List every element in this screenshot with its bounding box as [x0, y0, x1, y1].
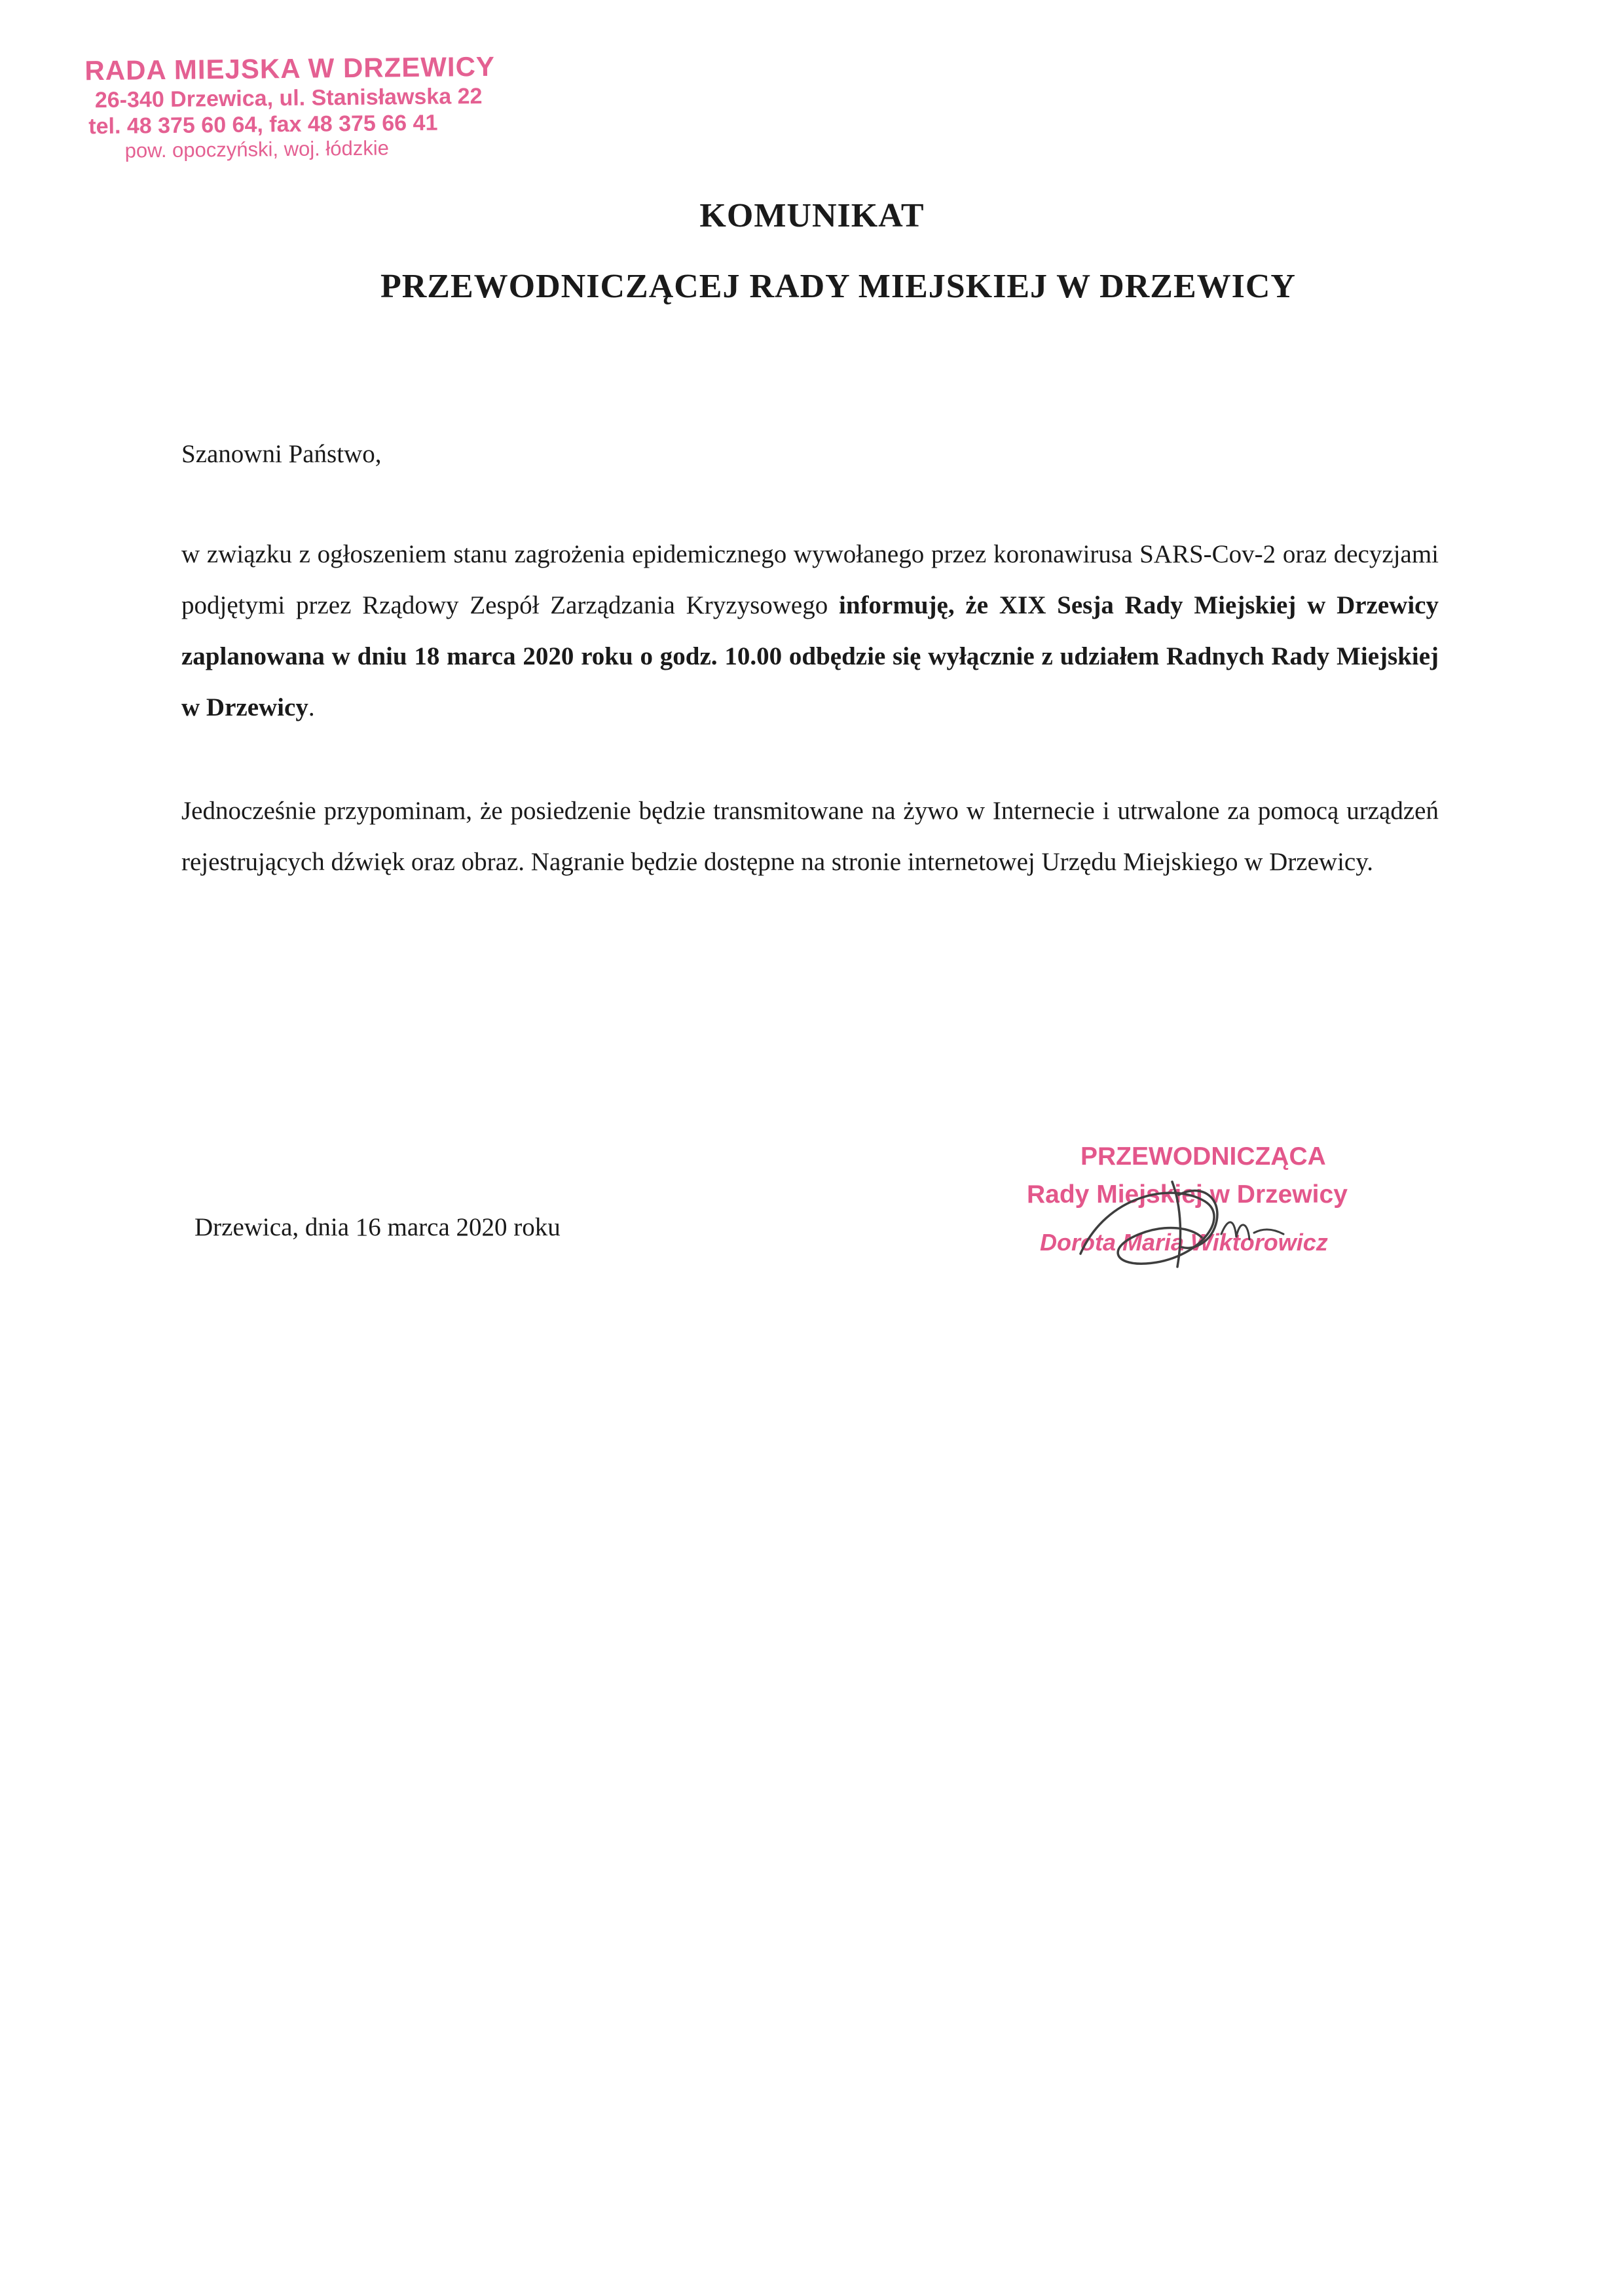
document-subtitle: PRZEWODNICZĄCEJ RADY MIEJSKIEJ W DRZEWICY: [380, 268, 1296, 305]
reminder-paragraph: Jednocześnie przypominam, że posiedzenie będzie transmitowane na żywo w Internecie i utrwalone za pomocą urządzeń rejestrujących dźwięk oraz obraz. Nagranie będzie dostępne na stronie internetowej Urzędu Miejskiego w Drzewicy.: [181, 797, 1439, 876]
announcement-end: .: [308, 693, 315, 721]
date-line: Drzewica, dnia 16 marca 2020 roku: [194, 1213, 561, 1241]
signature-stamp-council: Rady Miejskiej w Drzewicy: [1027, 1180, 1348, 1209]
stamp-address: 26-340 Drzewica, ul. Stanisławska 22: [94, 83, 483, 113]
council-header-stamp: [65, 50, 511, 163]
stamp-phone-fax: tel. 48 375 60 64, fax 48 375 66 41: [88, 110, 438, 139]
announcement-intro: w związku z ogłoszeniem stanu zagrożenia epidemicznego wywołanego przez koronawirusa SARS-Cov-2 oraz decyzjami podjętymi przez Rządowy Zespół Zarządzania Kryzysowego: [181, 540, 1439, 619]
signature-stamp-title: PRZEWODNICZĄCA: [1080, 1142, 1326, 1171]
handwritten-signature-icon: [1067, 1156, 1303, 1280]
signature-stamp-name: Dorota Maria Wiktorowicz: [1040, 1229, 1328, 1256]
salutation: Szanowni Państwo,: [181, 440, 382, 468]
stamp-region: pow. opoczyński, woj. łódzkie: [124, 136, 390, 162]
announcement-bold-text: informuję, że XIX Sesja Rady Miejskiej w Drzewicy zaplanowana w dniu 18 marca 2020 roku o godz. 10.00 odbędzie się wyłącznie z udziałem Radnych Rady Miejskiej w Drzewicy: [181, 591, 1439, 721]
signature-stamp: [1022, 1129, 1414, 1300]
announcement-paragraph: [181, 529, 1439, 733]
document-title: KOMUNIKAT: [699, 197, 925, 234]
stamp-council-name: RADA MIEJSKA W DRZEWICY: [84, 50, 496, 86]
